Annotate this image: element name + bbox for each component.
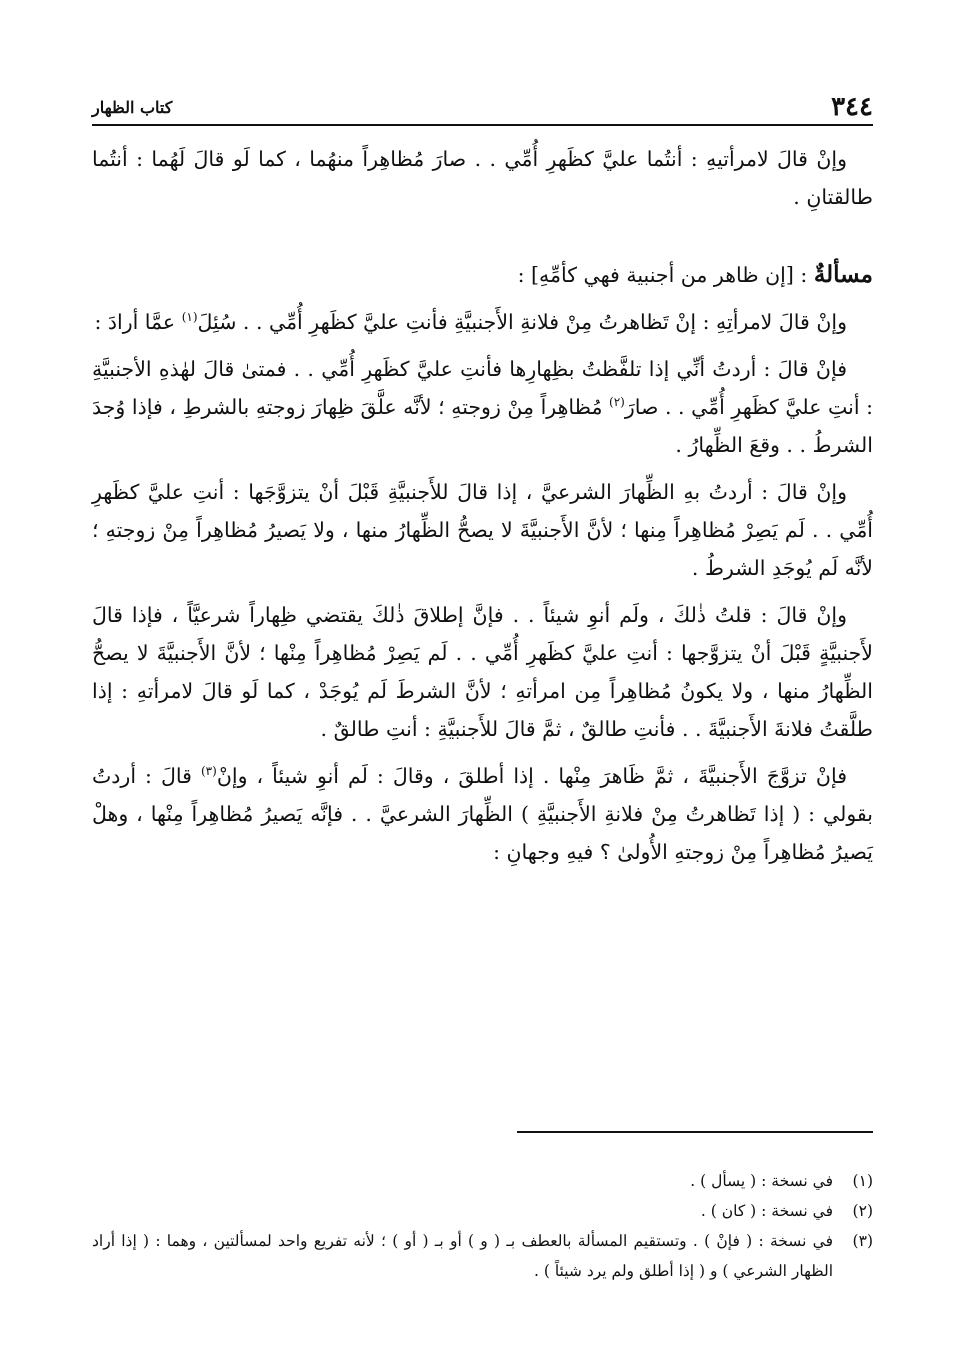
paragraph-6-text-b: قالَ : أردتُ بقولي : ( إذا تَظاهرتُ مِنْ فلانةِ الأَجنبيَّةِ ) الظِّهارَ الشرعيَّ . . فإنَّه يَصيرُ مُظاهِراً مِنْها ، وهلْ يَصيرُ مُظاهِراً مِنْ زوجتهِ الأُولىٰ ؟ فيهِ وجهانِ : [92, 764, 873, 864]
paragraph-4 [92, 473, 873, 587]
paragraph-5-text: وإنْ قالَ : قلتُ ذٰلكَ ، ولَم أنوِ شيئاً . . فإنَّ إطلاقَ ذٰلكَ يقتضي ظِهاراً شرعيَّاً ، فإذا قالَ لأَجنبيَّةٍ قَبْلَ أنْ يتزوَّجها : أنتِ عليَّ كظَهرِ أُمِّي . . لَم يَصِرْ مُظاهِراً مِنْها ؛ لأنَّ الأَجنبيَّةَ لا يصحُّ الظِّهارُ منها ، ولا يكونُ مُظاهِراً مِن امرأتهِ ؛ لأنَّ الشرطَ لَم يُوجَدْ ، كما لَو قالَ لامرأتهِ : إذا طلَّقتُ فلانةَ الأَجنبيَّةَ . . فأنتِ طالقٌ ، ثمَّ قالَ للأَجنبيَّةِ : أنتِ طالقٌ . [92, 603, 873, 741]
paragraph-5 [92, 596, 873, 748]
paragraph-3-text-a: فإنْ قالَ : أردتُ أنِّي إذا تلفَّظتُ بظِهارِها فأنتِ عليَّ كظَهرِ أُمِّي . . فمتىٰ قالَ لهٰذهِ الأجنبيَّةِ : أنتِ عليَّ كظَهرِ أُمِّي . . صارَ [92, 357, 873, 419]
paragraph-1-text: وإنْ قالَ لامرأتيهِ : أنتُما عليَّ كظَهرِ أُمِّي . . صارَ مُظاهِراً منهُما ، كما لَو قالَ لَهُما : أنتُما طالقتانِ . [92, 147, 873, 209]
footnote-divider [517, 1131, 873, 1133]
footnotes [92, 1166, 873, 1286]
paragraph-6-text-a: فإنْ تزوَّجَ الأَجنبيَّةَ ، ثمَّ ظَاهرَ مِنْها . إذا أطلقَ ، وقالَ : لَم أنوِ شيئاً ، وإنْ [216, 764, 847, 788]
paragraph-3-text-b: مُظاهِراً مِنْ زوجتهِ ؛ لأنَّه علَّقَ ظِهارَ زوجتهِ بالشرطِ ، فإذا وُجدَ الشرطُ . . وقعَ الظِّهارُ . [92, 395, 873, 457]
footnote-item [92, 1166, 873, 1196]
footnote-item [92, 1226, 873, 1286]
main-text [92, 140, 873, 880]
footnote-marker: (١) [852, 1172, 873, 1190]
footnote-ref-2[interactable]: (٢) [609, 395, 625, 410]
footnote-ref-1[interactable]: (١) [181, 310, 198, 325]
issue-title: : [إن ظاهر من أجنبية فهي كأمِّهِ] : [517, 263, 808, 287]
issue-heading [92, 256, 873, 294]
page-header [92, 80, 873, 120]
paragraph-2-text: وإنْ قالَ لامرأتِهِ : إنْ تَظاهرتُ مِنْ فلانةِ الأَجنبيَّةِ فأنتِ عليَّ كظَهرِ أُمِّي . . سُئِلَ [197, 310, 847, 334]
paragraph-2-end: عمَّا أرادَ : [94, 310, 176, 334]
header-divider [92, 124, 873, 126]
issue-label: مسألةٌ [813, 261, 873, 288]
paragraph-4-text: وإنْ قالَ : أردتُ بهِ الظِّهارَ الشرعيَّ ، إذا قالَ للأَجنبيَّةِ قَبْلَ أنْ يتزوَّجَها : أنتِ عليَّ كظَهرِ أُمِّي . . لَم يَصِرْ مُظاهِراً مِنها ؛ لأنَّ الأَجنبيَّةَ لا يصحُّ الظِّهارُ منها ، ولا يَصيرُ مُظاهِراً مِنْ زوجتهِ ؛ لأنَّه لَم يُوجَدِ الشرطُ . [92, 480, 873, 580]
footnote-item [92, 1196, 873, 1226]
page-number: ٣٤٤ [831, 92, 873, 122]
paragraph-3 [92, 350, 873, 464]
footnote-text: في نسخة : ( يسأل ) . [690, 1172, 833, 1190]
footnote-ref-3[interactable]: (٣) [200, 764, 217, 779]
running-title: كتاب الظهار [92, 98, 173, 117]
footnote-text: في نسخة : ( كان ) . [700, 1202, 833, 1220]
footnote-marker: (٣) [852, 1232, 873, 1250]
paragraph-2 [92, 303, 873, 341]
footnote-text: في نسخة : ( فإنْ ) . وتستقيم المسألة بالعطف بـ ( و ) أو بـ ( أو ) ؛ لأنه تفريع واحد لمسألتين ، وهما : ( إذا أراد الظهار الشرعي ) و ( إذا أطلق ولم يرد شيئاً ) . [92, 1232, 833, 1280]
paragraph-6 [92, 757, 873, 871]
footnote-marker: (٢) [852, 1202, 873, 1220]
paragraph-1 [92, 140, 873, 216]
